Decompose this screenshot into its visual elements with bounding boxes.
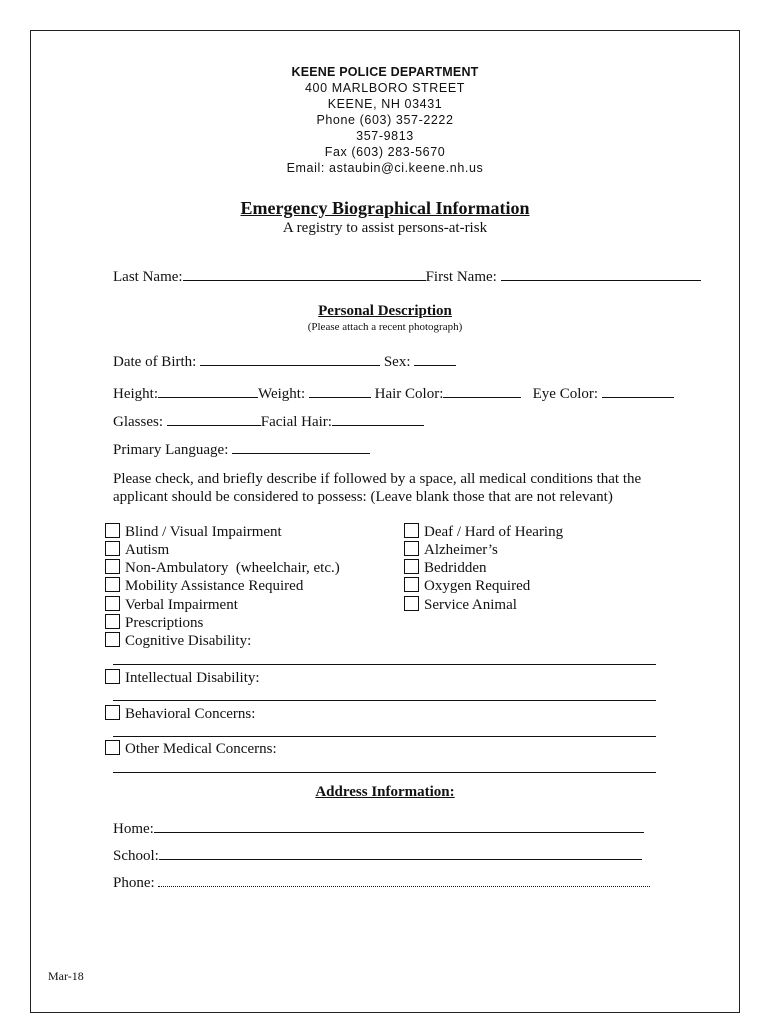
phone-number: Phone (603) 357-2222	[316, 113, 454, 127]
condition-label: Autism	[125, 542, 170, 558]
checkbox[interactable]	[404, 577, 419, 592]
condition-prescriptions[interactable]	[105, 614, 203, 632]
phone-field[interactable]	[158, 872, 650, 887]
intellectual-description-line[interactable]	[113, 700, 656, 701]
revision-date: Mar-18	[48, 969, 84, 983]
medical-instructions: Please check, and briefly describe if followed by a space, all medical conditions that the applicant should be considered to possess: (Leave blank those that are not relevant)	[113, 471, 642, 505]
dob-field[interactable]	[200, 351, 380, 366]
primary-language-label: Primary Language:	[113, 442, 229, 458]
glasses-field[interactable]	[167, 411, 261, 426]
facial-hair-label: Facial Hair:	[260, 414, 332, 430]
first-name-field[interactable]	[501, 266, 701, 281]
weight-label: Weight:	[258, 386, 306, 402]
photo-note: (Please attach a recent photograph)	[307, 321, 463, 333]
home-label: Home:	[113, 821, 154, 837]
checkbox[interactable]	[105, 614, 120, 629]
dob-row	[113, 351, 456, 371]
condition-label: Alzheimer’s	[424, 542, 498, 558]
height-field[interactable]	[158, 383, 258, 398]
condition-label: Deaf / Hard of Hearing	[424, 524, 564, 540]
glasses-label: Glasses:	[113, 414, 163, 430]
school-address-field[interactable]	[159, 845, 642, 860]
home-row	[113, 818, 644, 838]
checkbox[interactable]	[404, 559, 419, 574]
condition-label: Other Medical Concerns:	[125, 741, 277, 757]
primary-language-field[interactable]	[232, 439, 370, 454]
checkbox[interactable]	[105, 596, 120, 611]
height-row	[113, 383, 674, 403]
facial-hair-field[interactable]	[332, 411, 424, 426]
home-address-field[interactable]	[154, 818, 644, 833]
checkbox[interactable]	[404, 523, 419, 538]
checkbox[interactable]	[404, 541, 419, 556]
weight-field[interactable]	[309, 383, 371, 398]
sex-field[interactable]	[414, 351, 456, 366]
dob-label: Date of Birth:	[113, 354, 197, 370]
condition-label: Mobility Assistance Required	[125, 578, 304, 594]
department-header	[0, 64, 770, 176]
condition-other[interactable]	[105, 740, 277, 758]
phone-label: Phone:	[113, 875, 155, 891]
address-information-title: Address Information:	[315, 784, 455, 800]
condition-label: Service Animal	[424, 597, 517, 613]
glasses-row	[113, 411, 424, 431]
condition-bedridden[interactable]	[404, 559, 486, 577]
height-label: Height:	[113, 386, 158, 402]
checkbox[interactable]	[105, 559, 120, 574]
checkbox[interactable]	[105, 740, 120, 755]
city-address: KEENE, NH 03431	[327, 97, 443, 111]
page-border	[30, 30, 740, 1013]
condition-deaf[interactable]	[404, 523, 563, 541]
checkbox[interactable]	[105, 632, 120, 647]
street-address: 400 MARLBORO STREET	[304, 81, 466, 95]
fax-number: Fax (603) 283-5670	[324, 145, 446, 159]
school-label: School:	[113, 848, 159, 864]
checkbox[interactable]	[105, 705, 120, 720]
behavioral-description-line[interactable]	[113, 736, 656, 737]
name-row	[113, 266, 701, 286]
hair-color-field[interactable]	[443, 383, 521, 398]
email-address: Email: astaubin@ci.keene.nh.us	[286, 161, 484, 175]
last-name-label: Last Name:	[113, 269, 183, 285]
checkbox[interactable]	[105, 669, 120, 684]
checkbox[interactable]	[105, 541, 120, 556]
first-name-label: First Name:	[425, 269, 497, 285]
department-name: KEENE POLICE DEPARTMENT	[291, 65, 479, 79]
condition-label: Verbal Impairment	[125, 597, 238, 613]
condition-label: Behavioral Concerns:	[125, 706, 256, 722]
phone-number-alt: 357-9813	[356, 129, 414, 143]
condition-label: Bedridden	[424, 560, 487, 576]
condition-service-animal[interactable]	[404, 596, 517, 614]
checkbox[interactable]	[404, 596, 419, 611]
condition-alzheimers[interactable]	[404, 541, 498, 559]
condition-label: Non-Ambulatory (wheelchair, etc.)	[125, 560, 340, 576]
condition-verbal[interactable]	[105, 596, 238, 614]
other-description-line[interactable]	[113, 772, 656, 773]
condition-behavioral[interactable]	[105, 705, 255, 723]
condition-label: Oxygen Required	[424, 578, 531, 594]
sex-label: Sex:	[383, 354, 411, 370]
last-name-field[interactable]	[183, 266, 426, 281]
condition-label: Cognitive Disability:	[125, 633, 252, 649]
form-title: Emergency Biographical Information	[240, 198, 530, 218]
phone-row	[113, 872, 650, 892]
eye-color-field[interactable]	[602, 383, 674, 398]
condition-blind[interactable]	[105, 523, 282, 541]
condition-label: Prescriptions	[125, 615, 204, 631]
condition-mobility[interactable]	[105, 577, 303, 595]
condition-non-ambulatory[interactable]	[105, 559, 340, 577]
checkbox[interactable]	[105, 577, 120, 592]
form-subtitle: A registry to assist persons-at-risk	[282, 220, 488, 236]
cognitive-description-line[interactable]	[113, 664, 656, 665]
condition-autism[interactable]	[105, 541, 169, 559]
condition-oxygen[interactable]	[404, 577, 530, 595]
condition-intellectual[interactable]	[105, 669, 260, 687]
hair-color-label: Hair Color:	[374, 386, 444, 402]
checkbox[interactable]	[105, 523, 120, 538]
eye-color-label: Eye Color:	[532, 386, 599, 402]
school-row	[113, 845, 642, 865]
condition-label: Blind / Visual Impairment	[125, 524, 282, 540]
personal-description-title: Personal Description	[318, 303, 452, 319]
condition-label: Intellectual Disability:	[125, 670, 260, 686]
language-row	[113, 439, 370, 459]
condition-cognitive[interactable]	[105, 632, 251, 650]
